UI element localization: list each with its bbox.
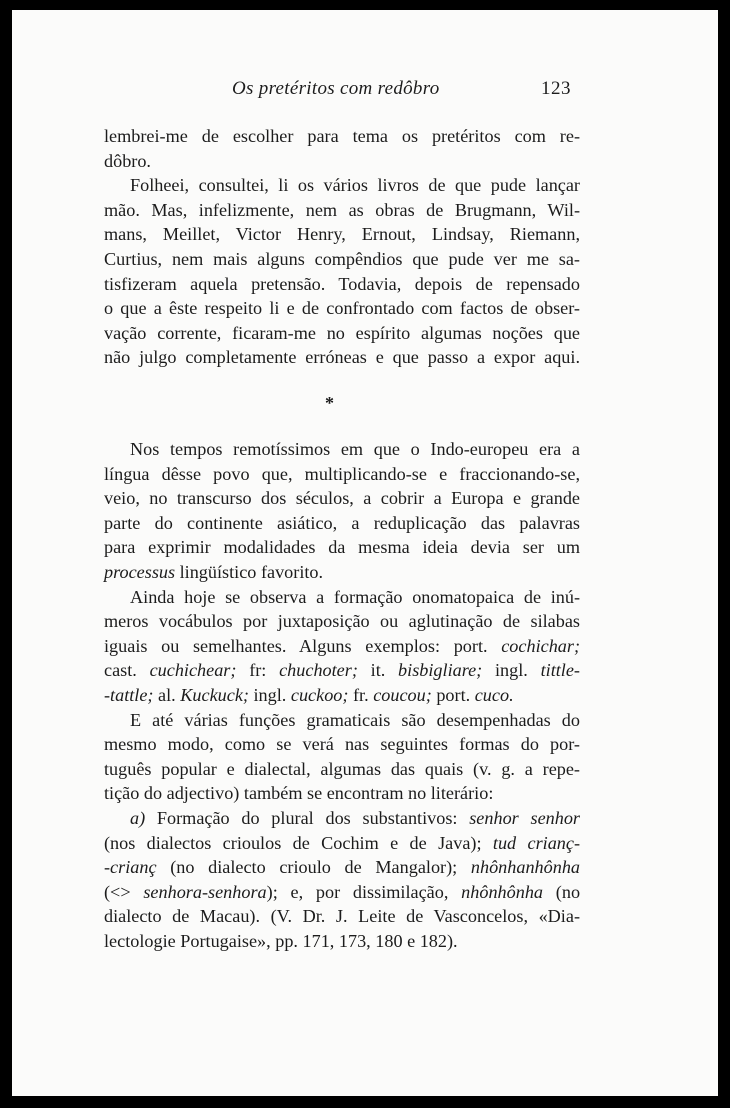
example-word: Kuckuck; <box>180 684 249 705</box>
example-word: cuco. <box>474 684 514 705</box>
example-word: cuchichear; <box>149 660 237 681</box>
text-line: dialecto de Macau). (V. Dr. J. Leite de Vasconcelos, «Dia- <box>104 906 580 927</box>
example-word: cochichar; <box>501 635 581 656</box>
lang-label: ingl. <box>253 684 287 705</box>
example-word: tittle- <box>540 660 580 681</box>
lang-label: cast. <box>104 660 137 681</box>
text-line: vação corrente, ficaram-me no espírito algumas noções que <box>104 322 580 343</box>
text-line: Folheei, consultei, li os vários livros de que pude lançar <box>130 175 580 196</box>
text-fragment: (<> <box>104 881 131 902</box>
example-word: -crianç <box>104 857 157 878</box>
example-word: senhora-senhora <box>143 881 267 902</box>
page-header <box>12 78 718 108</box>
lang-label: port. <box>453 635 488 656</box>
example-word: -tattle; <box>104 684 154 705</box>
running-title: Os pretéritos com redôbro <box>232 78 440 99</box>
text-fragment: (no dialecto crioulo de Mangalor); <box>170 857 458 878</box>
text-line: tuguês popular e dialectal, algumas das quais (v. g. a repe- <box>104 758 580 779</box>
text-line: mesmo modo, como se verá nas seguintes formas do por- <box>104 734 580 755</box>
text-line <box>104 683 580 708</box>
text-line: Curtius, nem mais alguns compêndios que pude ver me sa- <box>104 248 580 269</box>
text-line <box>104 855 580 880</box>
example-word: senhor senhor <box>469 807 580 828</box>
text-line: mans, Meillet, Victor Henry, Ernout, Lindsay, Riemann, <box>104 224 580 245</box>
section-two <box>104 437 580 953</box>
text-line <box>104 806 580 831</box>
text-line <box>104 560 580 585</box>
processus-term: processus <box>104 561 176 582</box>
text-fragment: Formação do plural dos substantivos: <box>156 807 458 828</box>
book-page <box>12 10 718 1096</box>
text-line: lembrei-me de escolher para tema os pretéritos com re- <box>104 126 580 146</box>
text-fragment: ; e, por dissimilação, <box>272 881 449 902</box>
text-fragment: (nos dialectos crioulos de Cochim e de Java); <box>104 832 482 853</box>
text-line: para exprimir modalidades da mesma ideia devia ser um <box>104 537 580 558</box>
lang-label: ingl. <box>495 660 528 681</box>
text-line: Ainda hoje se observa a formação onomatopaica de inú- <box>130 586 580 607</box>
lang-label: fr: <box>249 660 267 681</box>
text-line: o que a êste respeito li e de confrontado com factos de obser- <box>104 298 580 319</box>
text-line <box>104 658 580 683</box>
text-line: tisfizeram aquela pretensão. Todavia, depois de repensado <box>104 273 580 294</box>
text-line: meros vocábulos por juxtaposição ou aglutinação de silabas <box>104 611 580 632</box>
text-line <box>104 880 580 905</box>
page-number: 123 <box>541 78 571 99</box>
example-word: bisbigliare; <box>398 660 483 681</box>
text-line: tição do adjectivo) também se encontram no literário: <box>104 783 494 804</box>
lang-label: al. <box>158 684 176 705</box>
example-word: cuckoo; <box>290 684 349 705</box>
example-word: chuchoter; <box>279 660 358 681</box>
text-line: não julgo completamente erróneas e que passo a expor aqui. <box>104 347 580 368</box>
text-fragment: lingüístico favorito. <box>179 561 324 582</box>
text-line: parte do continente asiático, a reduplicação das palavras <box>104 512 580 533</box>
lang-label: port. <box>436 684 471 705</box>
text-fragment: (no <box>555 881 581 902</box>
text-fragment: iguais ou semelhantes. Alguns exemplos: <box>104 635 441 656</box>
section-separator-asterisk: * <box>325 393 334 413</box>
text-line <box>104 634 580 659</box>
text-line: veio, no transcurso dos séculos, a cobrir a Europa e grande <box>104 488 580 509</box>
text-line <box>104 831 580 856</box>
text-line: dôbro. <box>104 150 151 171</box>
example-word: coucou; <box>373 684 432 705</box>
example-word: nhônhônha <box>461 881 544 902</box>
text-line: língua dêsse povo que, multiplicando-se e fraccionando-se, <box>104 463 580 484</box>
text-line: mão. Mas, infelizmente, nem as obras de Brugmann, Wil- <box>104 199 580 220</box>
text-line: lectologie Portugaise», pp. 171, 173, 180 e 182). <box>104 930 458 951</box>
text-fragment: ) <box>266 881 273 902</box>
lang-label: fr. <box>353 684 369 705</box>
text-line: E até várias funções gramaticais são desempenhadas do <box>130 709 580 730</box>
example-word: tud crianç- <box>492 832 581 853</box>
example-word: nhônhanhônha <box>470 857 580 878</box>
section-one <box>104 124 580 370</box>
lang-label: it. <box>370 660 386 681</box>
list-marker: a) <box>130 807 146 828</box>
text-line: Nos tempos remotíssimos em que o Indo-europeu era a <box>130 439 580 459</box>
